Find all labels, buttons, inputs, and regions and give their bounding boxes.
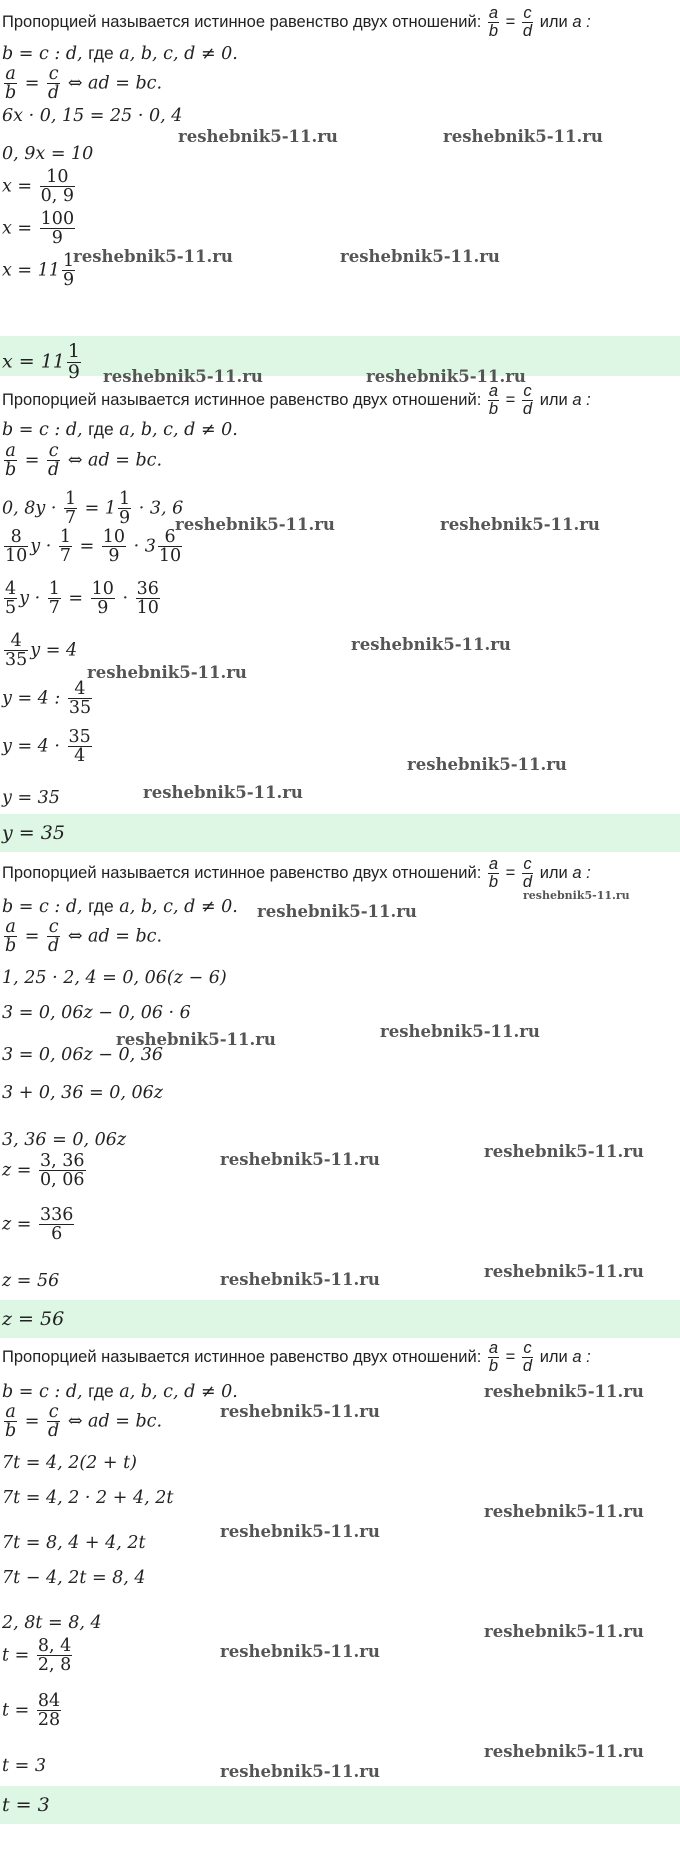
fraction: $\frac{a}{b}$: [488, 382, 499, 419]
fraction: $\frac{c}{d}$: [48, 917, 60, 957]
watermark: reshebnik5-11.ru: [220, 1642, 380, 1661]
math-line: y = 35: [2, 788, 60, 808]
definition-line: b = c : d, где a, b, c, d ≠ 0.: [2, 896, 238, 917]
fraction: $\frac{10}{9}$: [91, 579, 114, 619]
intro-line: Пропорцией называется истинное равенство двух отношений: $\frac{a}{b}$ = $\frac{c}{d}$ или a :: [2, 382, 591, 419]
fraction: $\frac{c}{d}$: [522, 1339, 533, 1376]
math-line: z = $\frac{336}{6}$: [2, 1205, 74, 1245]
math-line: x = $\frac{100}{9}$: [2, 209, 75, 249]
definition-line: b = c : d, где a, b, c, d ≠ 0.: [2, 1381, 238, 1402]
intro-text: Пропорцией называется истинное равенство двух отношений:: [2, 1348, 482, 1367]
fraction: $\frac{a}{b}$: [5, 64, 17, 104]
watermark: reshebnik5-11.ru: [220, 1762, 380, 1781]
fraction: $\frac{a}{b}$: [5, 441, 17, 481]
fraction: $\frac{c}{d}$: [48, 64, 60, 104]
watermark: reshebnik5-11.ru: [220, 1522, 380, 1541]
watermark: reshebnik5-11.ru: [443, 127, 603, 146]
intro-text: Пропорцией называется истинное равенство двух отношений:: [2, 864, 482, 883]
math-line: 3 = 0, 06z − 0, 06 · 6: [2, 1003, 191, 1023]
watermark: reshebnik5-11.ru: [178, 127, 338, 146]
watermark: reshebnik5-11.ru: [220, 1402, 380, 1421]
math-line: 0, 8y · $\frac{1}{7}$ = 1 $\frac{1}{9}$ · 3, 6: [2, 489, 184, 529]
fraction: $\frac{36}{10}$: [136, 579, 159, 619]
watermark: reshebnik5-11.ru: [484, 1262, 644, 1281]
math-line: 7t = 4, 2(2 + t): [2, 1453, 137, 1473]
fraction: $\frac{6}{10}$: [158, 527, 182, 567]
answer-box: [0, 1300, 680, 1338]
answer-box: [0, 814, 680, 852]
watermark: reshebnik5-11.ru: [366, 367, 526, 386]
watermark: reshebnik5-11.ru: [380, 1022, 540, 1041]
math-line: z = $\frac{3, 36}{0, 06}$: [2, 1151, 85, 1191]
math-line: $\frac{4}{5}$ y · $\frac{1}{7}$ = $\frac{10}{9}$ · $\frac{36}{10}$: [5, 579, 159, 619]
fraction: $\frac{a}{b}$: [5, 917, 17, 957]
fraction: $\frac{4}{35}$: [68, 679, 92, 719]
equivalence-line: $\frac{a}{b}$ = $\frac{c}{d}$ ⇔ ad = bc.: [5, 917, 163, 957]
definition-line: b = c : d, где a, b, c, d ≠ 0.: [2, 43, 238, 64]
fraction: $\frac{4}{5}$: [5, 579, 17, 619]
fraction: $\frac{1}{7}$: [64, 489, 77, 529]
fraction: $\frac{a}{b}$: [488, 855, 499, 892]
math-line: 6x · 0, 15 = 25 · 0, 4: [2, 106, 183, 126]
fraction: $\frac{8, 4}{2, 8}$: [37, 1636, 72, 1676]
intro-line: Пропорцией называется истинное равенство двух отношений: $\frac{a}{b}$ = $\frac{c}{d}$ или a :: [2, 4, 591, 41]
fraction: $\frac{100}{9}$: [40, 209, 75, 249]
definition-line: b = c : d, где a, b, c, d ≠ 0.: [2, 419, 238, 440]
watermark: reshebnik5-11.ru: [116, 1030, 276, 1049]
watermark: reshebnik5-11.ru: [484, 1622, 644, 1641]
math-line: y = 4 : $\frac{4}{35}$: [2, 679, 92, 719]
watermark: reshebnik5-11.ru: [523, 889, 630, 902]
answer-box: [0, 1786, 680, 1824]
watermark: reshebnik5-11.ru: [257, 902, 417, 921]
math-line: 1, 25 · 2, 4 = 0, 06(z − 6): [2, 968, 227, 988]
answer-text: t = 3: [2, 1794, 50, 1816]
fraction: $\frac{336}{6}$: [40, 1205, 74, 1245]
math-line: y = 4 · $\frac{35}{4}$: [2, 727, 91, 767]
fraction: $\frac{a}{b}$: [488, 4, 499, 41]
answer-text: z = 56: [2, 1308, 65, 1330]
watermark: reshebnik5-11.ru: [143, 783, 303, 802]
watermark: reshebnik5-11.ru: [340, 247, 500, 266]
intro-text: Пропорцией называется истинное равенство двух отношений:: [2, 391, 482, 410]
math-line: 3 + 0, 36 = 0, 06z: [2, 1083, 163, 1103]
math-line: t = $\frac{84}{28}$: [2, 1691, 61, 1731]
fraction: $\frac{4}{35}$: [5, 631, 28, 671]
watermark: reshebnik5-11.ru: [351, 635, 511, 654]
fraction: $\frac{3, 36}{0, 06}$: [40, 1151, 85, 1191]
fraction: $\frac{c}{d}$: [48, 1402, 60, 1442]
math-line: $\frac{4}{35}$ y = 4: [5, 631, 78, 671]
intro-text: Пропорцией называется истинное равенство двух отношений:: [2, 13, 482, 32]
math-line: 2, 8t = 8, 4: [2, 1613, 102, 1633]
equivalence-line: $\frac{a}{b}$ = $\frac{c}{d}$ ⇔ ad = bc.: [5, 64, 163, 104]
math-line: 7t = 4, 2 · 2 + 4, 2t: [2, 1488, 174, 1508]
fraction: $\frac{1}{7}$: [48, 579, 60, 619]
fraction: $\frac{c}{d}$: [522, 4, 533, 41]
fraction: $\frac{a}{b}$: [5, 1402, 17, 1442]
math-line: 7t − 4, 2t = 8, 4: [2, 1568, 146, 1588]
fraction: $\frac{c}{d}$: [48, 441, 60, 481]
watermark: reshebnik5-11.ru: [484, 1142, 644, 1161]
math-line: z = 56: [2, 1271, 60, 1291]
fraction: $\frac{1}{9}$: [67, 340, 80, 383]
watermark: reshebnik5-11.ru: [440, 515, 600, 534]
intro-line: Пропорцией называется истинное равенство двух отношений: $\frac{a}{b}$ = $\frac{c}{d}$ или a :: [2, 855, 591, 892]
watermark: reshebnik5-11.ru: [484, 1742, 644, 1761]
fraction: $\frac{10}{0, 9}$: [40, 167, 75, 207]
equivalence-line: $\frac{a}{b}$ = $\frac{c}{d}$ ⇔ ad = bc.: [5, 1402, 163, 1442]
math-line: t = $\frac{8, 4}{2, 8}$: [2, 1636, 72, 1676]
watermark: reshebnik5-11.ru: [220, 1150, 380, 1169]
intro-line: Пропорцией называется истинное равенство двух отношений: $\frac{a}{b}$ = $\frac{c}{d}$ или a :: [2, 1339, 591, 1376]
fraction: $\frac{1}{9}$: [62, 251, 75, 291]
watermark: reshebnik5-11.ru: [484, 1382, 644, 1401]
fraction: $\frac{35}{4}$: [68, 727, 91, 767]
fraction: $\frac{1}{7}$: [59, 527, 71, 567]
equivalence-line: $\frac{a}{b}$ = $\frac{c}{d}$ ⇔ ad = bc.: [5, 441, 163, 481]
math-line: 7t = 8, 4 + 4, 2t: [2, 1533, 146, 1553]
fraction: $\frac{c}{d}$: [522, 382, 533, 419]
math-line: x = 11 $\frac{1}{9}$: [2, 251, 75, 291]
watermark: reshebnik5-11.ru: [103, 367, 263, 386]
math-line: t = 3: [2, 1756, 46, 1776]
watermark: reshebnik5-11.ru: [73, 247, 233, 266]
math-line: 0, 9x = 10: [2, 144, 94, 164]
fraction: $\frac{a}{b}$: [488, 1339, 499, 1376]
answer-text: y = 35: [2, 822, 65, 844]
fraction: $\frac{84}{28}$: [37, 1691, 61, 1731]
fraction: $\frac{10}{9}$: [102, 527, 126, 567]
answer-text: x = 11 $\frac{1}{9}$: [2, 340, 80, 383]
watermark: reshebnik5-11.ru: [220, 1270, 380, 1289]
math-line: x = $\frac{10}{0, 9}$: [2, 167, 75, 207]
watermark: reshebnik5-11.ru: [407, 755, 567, 774]
watermark: reshebnik5-11.ru: [484, 1502, 644, 1521]
math-line: $\frac{8}{10}$ y · $\frac{1}{7}$ = $\frac{10}{9}$ · 3 $\frac{6}{10}$: [5, 527, 182, 567]
fraction: $\frac{c}{d}$: [522, 855, 533, 892]
fraction: $\frac{8}{10}$: [5, 527, 28, 567]
fraction: $\frac{1}{9}$: [119, 489, 131, 529]
math-line: 3 = 0, 06z − 0, 36: [2, 1045, 163, 1065]
watermark: reshebnik5-11.ru: [175, 515, 335, 534]
math-line: 3, 36 = 0, 06z: [2, 1130, 127, 1150]
watermark: reshebnik5-11.ru: [87, 663, 247, 682]
